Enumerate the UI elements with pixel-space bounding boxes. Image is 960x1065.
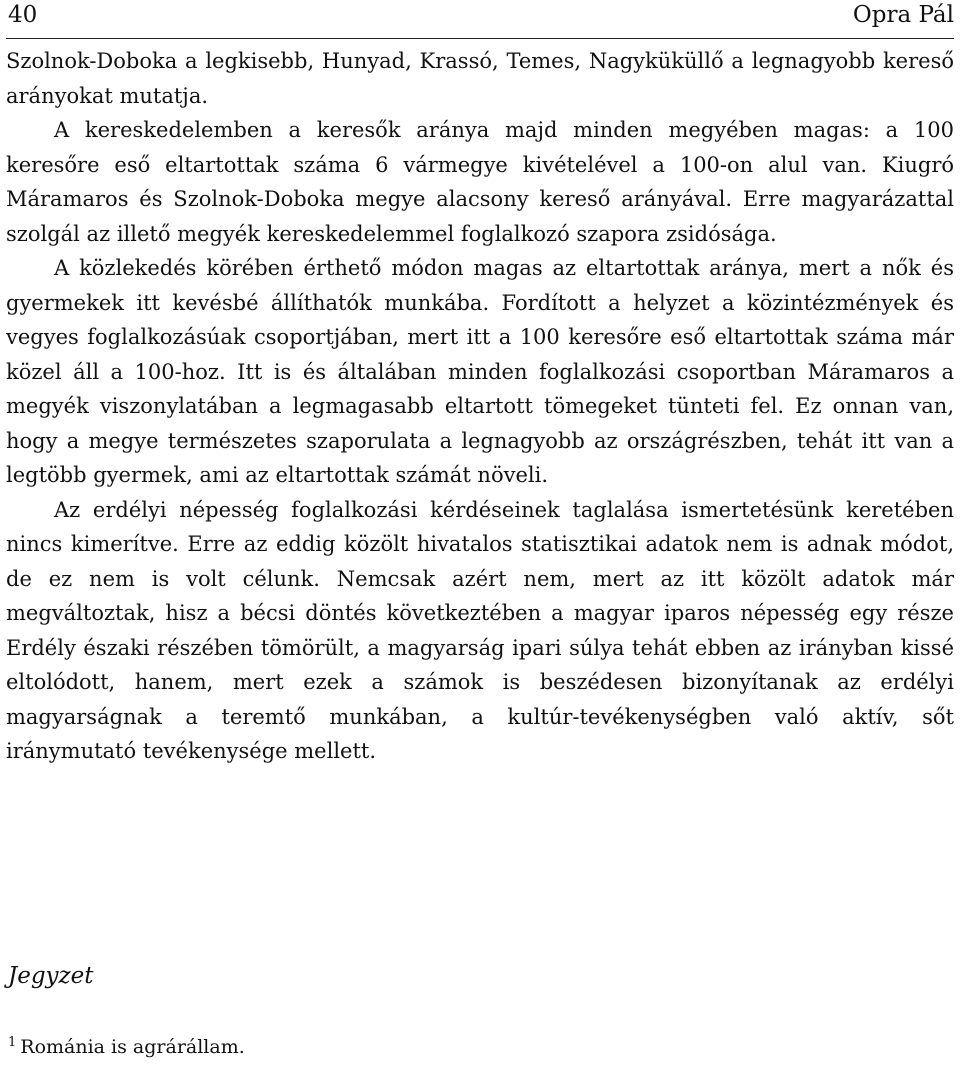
page-header [6, 0, 954, 39]
page-number: 40 [8, 2, 38, 28]
paragraph: Szolnok-Doboka a legkisebb, Hunyad, Krassó, Temes, Nagyküküllő a legnagyobb kereső arányokat mutatja. [6, 49, 954, 108]
paragraph: Az erdélyi népesség foglalkozási kérdéseinek taglalása ismertetésünk keretében nincs kimerítve. Erre az eddig közölt hivatalos statisztikai adatok nem is adnak módot, de ez nem is volt célunk. Nemcsak azért nem, mert az itt közölt adatok már megváltoztak, hisz a bécsi döntés következtében a magyar iparos népesség egy része Erdély északi részében tömörült, a magyarság ipari súlya tehát ebben az irányban kissé eltolódott, hanem, mert ezek a számok is beszédesen bizonyítanak az erdélyi magyarságnak a teremtő munkában, a kultúr-tevékenységben való aktív, sőt iránymutató tevékenysége mellett. [6, 497, 954, 763]
document-page [6, 0, 954, 1065]
footnote [8, 1034, 245, 1060]
notes-heading: Jegyzet [8, 963, 94, 989]
footnote-text: Románia is agrárállam. [20, 1036, 245, 1058]
paragraph: A kereskedelemben a keresők aránya majd minden megyében magas: a 100 keresőre eső eltartottak száma 6 vármegye kivételével a 100-on alul van. Kiugró Máramaros és Szolnok-Doboka megye alacsony kereső arányával. Erre magyarázattal szolgál az illető megyék kereskedelemmel foglalkozó szapora zsidósága. [6, 118, 954, 246]
paragraph: A közlekedés körében érthető módon magas az eltartottak aránya, mert a nők és gyermekek itt kevésbé állíthatók munkába. Fordított a helyzet a közintézmények és vegyes foglalkozásúak csoportjában, mert itt a 100 keresőre eső eltartottak száma már közel áll a 100-hoz. Itt is és általában minden foglalkozási csoportban Máramaros a megyék viszonylatában a legmagasabb eltartott tömegeket tünteti fel. Ez onnan van, hogy a megye természetes szaporulata a legnagyobb az országrészben, tehát itt van a legtöbb gyermek, ami az eltartottak számát növeli. [6, 256, 954, 487]
body-text [6, 44, 954, 769]
running-title: Opra Pál [852, 2, 954, 28]
footnote-mark: 1 [8, 1034, 17, 1050]
